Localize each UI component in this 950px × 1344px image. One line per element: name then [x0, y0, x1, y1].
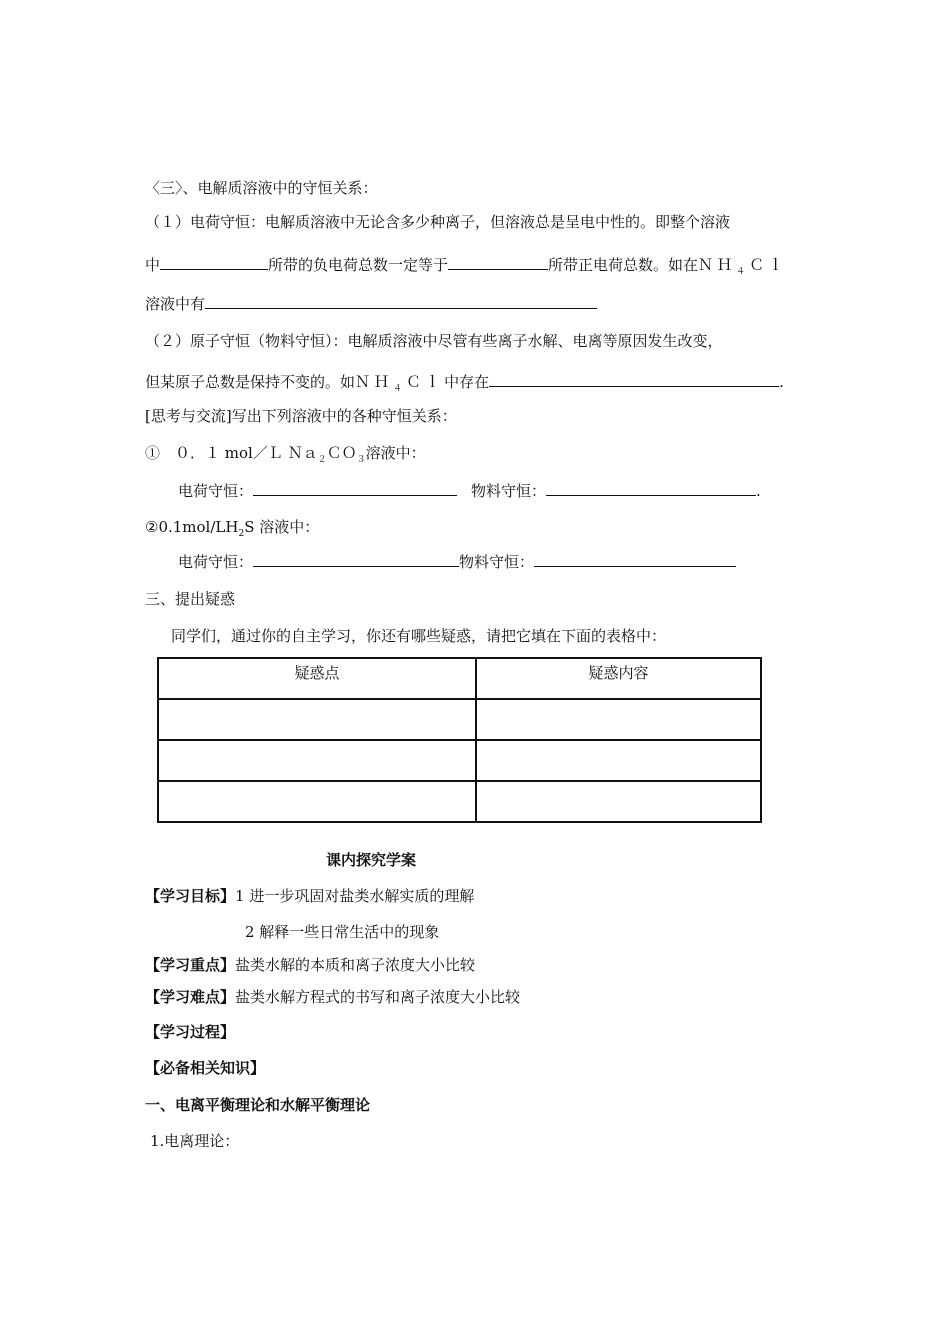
material-label: 物料守恒： — [471, 482, 547, 500]
charge-label: 电荷守恒： — [178, 482, 254, 500]
blank-field[interactable] — [205, 294, 597, 309]
learning-process: 【学习过程】 — [145, 1023, 236, 1041]
blank-field[interactable] — [253, 481, 457, 496]
table-row — [158, 699, 761, 740]
text: . — [779, 373, 784, 391]
text: . — [756, 482, 761, 500]
text: ＣＯ — [326, 444, 357, 462]
column-header-doubt-point: 疑惑点 — [158, 658, 476, 699]
text: 中存在 — [444, 373, 490, 391]
blank-field[interactable] — [546, 481, 756, 496]
difficulty-label: 【学习难点】 — [145, 988, 236, 1006]
learning-difficulty — [145, 987, 520, 1007]
section-1-heading: 一、电离平衡理论和水解平衡理论 — [145, 1096, 371, 1114]
table-cell[interactable] — [476, 740, 761, 781]
subsection-1: 1.电离理论： — [150, 1132, 240, 1150]
text: 但某原子总数是保持不变的。如 — [145, 373, 356, 391]
table-header-row — [158, 658, 761, 699]
key-text: 盐类水解的本质和离子浓度大小比较 — [235, 956, 476, 974]
column-header-doubt-content: 疑惑内容 — [476, 658, 761, 699]
blank-field[interactable] — [160, 255, 268, 270]
table-row — [158, 740, 761, 781]
material-label: 物料守恒： — [459, 553, 535, 571]
section-heading-conservation: 〈三〉、电解质溶液中的守恒关系： — [145, 179, 378, 197]
goal-1: 1 进一步巩固对盐类水解实质的理解 — [235, 887, 475, 905]
text: 所带的负电荷总数一定等于 — [268, 256, 449, 274]
learning-goal-2: 2 解释一些日常生活中的现象 — [245, 923, 440, 941]
charge-label: 电荷守恒： — [178, 553, 254, 571]
plan-title: 课内探究学案 — [326, 851, 417, 869]
charge-conservation-line1: （１）电荷守恒：电解质溶液中无论含多少种离子，但溶液总是呈电中性的。即整个溶液 — [145, 213, 731, 231]
difficulty-text: 盐类水解方程式的书写和离子浓度大小比较 — [235, 988, 521, 1006]
table-cell[interactable] — [158, 740, 476, 781]
material-conservation-line2 — [145, 372, 784, 399]
learning-key — [145, 955, 475, 975]
material-conservation-line1: （２）原子守恒（物料守恒）：电解质溶液中尽管有些离子水解、电离等原因发生改变， — [145, 332, 723, 350]
doubts-intro: 同学们，通过你的自主学习，你还有哪些疑惑，请把它填在下面的表格中： — [171, 627, 667, 645]
learning-goals — [145, 886, 474, 906]
table-row — [158, 781, 761, 822]
table-cell[interactable] — [158, 699, 476, 740]
key-label: 【学习重点】 — [145, 956, 236, 974]
formula: ＮＨ$_4$Ｃｌ — [355, 373, 445, 394]
blank-field[interactable] — [448, 255, 548, 270]
table-cell[interactable] — [158, 781, 476, 822]
text: ②0.1mol/LH — [145, 518, 239, 536]
formula: ＮＨ$_4$Ｃｌ — [698, 256, 788, 277]
table-cell[interactable] — [476, 781, 761, 822]
text: 中 — [145, 256, 161, 274]
text: 溶液中： — [365, 444, 426, 462]
charge-conservation-line3 — [145, 294, 597, 314]
think-heading: [思考与交流]写出下列溶液中的各种守恒关系： — [145, 407, 457, 425]
table-cell[interactable] — [476, 699, 761, 740]
doubts-table — [157, 657, 762, 823]
blank-field[interactable] — [489, 372, 779, 387]
goal-label: 【学习目标】 — [145, 887, 236, 905]
think-item-2-answers — [178, 552, 736, 572]
blank-field[interactable] — [534, 552, 736, 567]
think-item-1: ① ０．１ mol／Ｌ Ｎａ$_2$ＣＯ$_3$溶液中： — [145, 444, 426, 465]
required-knowledge: 【必备相关知识】 — [145, 1059, 266, 1077]
blank-field[interactable] — [253, 552, 459, 567]
text: ① ０．１ mol／Ｌ Ｎａ — [145, 444, 318, 462]
charge-conservation-line2 — [145, 255, 787, 282]
text: S 溶液中： — [244, 518, 320, 536]
text: 溶液中有 — [145, 295, 206, 313]
doubts-heading: 三、提出疑惑 — [145, 590, 236, 608]
think-item-2: $②0.1mol/LH_2S$ 溶液中： — [145, 518, 320, 539]
text: 所带正电荷总数。如在 — [548, 256, 699, 274]
think-item-1-answers — [178, 481, 761, 501]
